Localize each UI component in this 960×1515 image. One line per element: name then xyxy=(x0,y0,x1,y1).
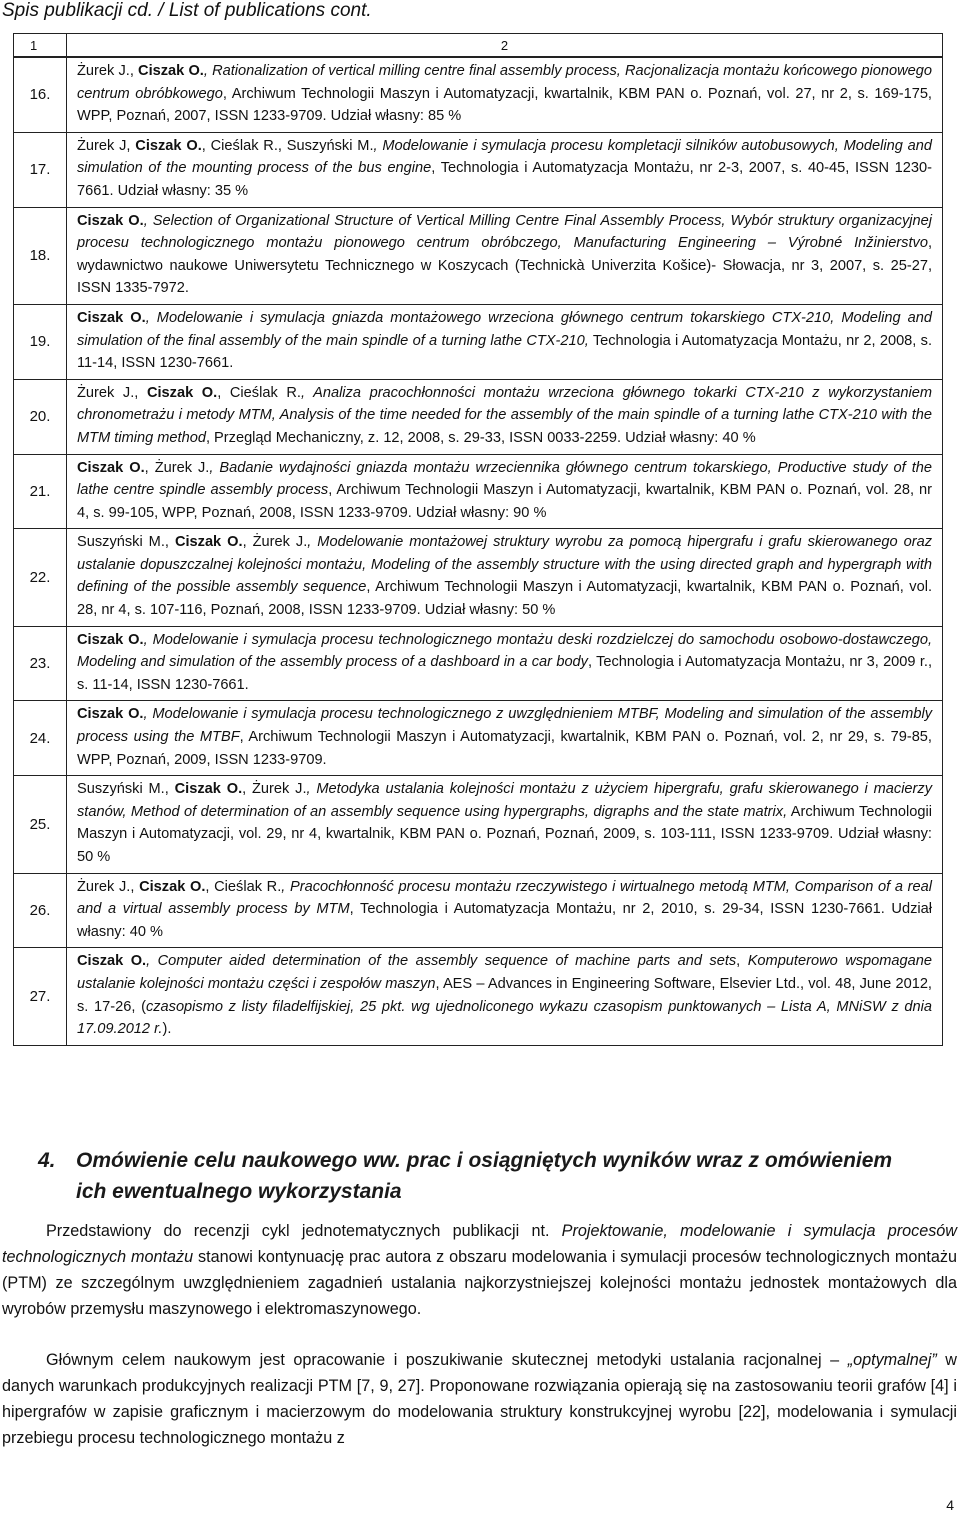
entry-segment: , xyxy=(129,63,139,79)
paragraph-2 xyxy=(2,1348,957,1452)
entry-segment: Ciszak O. xyxy=(135,137,202,154)
publication-entry xyxy=(67,529,943,626)
entry-segment: , Pracochłonność procesu montażu rzeczywistego i wirtualnego metodą MTM, Comparison of a real and a virtual assembly process by MTM xyxy=(77,878,932,918)
publication-entry xyxy=(67,626,943,701)
entry-segment: Suszyński M., xyxy=(77,781,175,798)
publication-number: 18. xyxy=(14,207,67,304)
entry-segment: Ciszak O. xyxy=(174,781,243,798)
table-row xyxy=(14,776,943,873)
entry-segment: , Modelowanie i symulacja procesu technologicznego montażu deski rozdzielczej do samochodu osobowo-dostawczego, Modeling and simulation of the assembly process of a dashboard in a car body xyxy=(77,631,932,671)
table-row xyxy=(14,948,943,1045)
publication-number: 22. xyxy=(14,529,67,626)
entry-segment: ). xyxy=(162,1021,172,1038)
entry-segment: Żurek J., xyxy=(77,384,147,401)
paragraph-segment: w danych warunkach produkcyjnych realizacji PTM [7, 9, 27]. Proponowane rozwiązania opierają się na zastosowaniu teorii grafów [4] i hipergrafów w zapisie graficznym i macierzowym do modelowania struktury konstrukcyjnej wyrobu [22], modelowania i symulacji przebiegu procesu technologicznego montażu z xyxy=(2,1351,958,1447)
entry-segment: Ciszak O. xyxy=(77,953,147,970)
entry-segment: , Badanie wydajności gniazda montażu wrzeciennika głównego centrum tokarskiego, Productive study of the lathe centre spindle assembly process xyxy=(77,459,932,499)
entry-segment: Ciszak O. xyxy=(138,63,204,79)
entry-segment: Żurek J. xyxy=(77,63,130,79)
table-row xyxy=(14,701,943,776)
publication-number: 19. xyxy=(14,304,67,379)
entry-segment: Archiwum Technologii Maszyn i Automatyzacji, vol. 29, nr 4, kwartalnik, KBM PAN o. Poznań, Poznań, 2009, s. 103-111, ISSN 1233-9709. Udział własny: 50 % xyxy=(77,803,932,865)
entry-segment: , Technologia i Automatyzacja Montażu, nr 2-3, 2007, s. 40-45, ISSN 1230-7661. Udział własny: 35 % xyxy=(77,160,933,199)
publication-entry xyxy=(67,57,943,132)
entry-segment: , Metodyka ustalania kolejności montażu z użyciem hipergrafu, grafu skierowanego i macierzy stanów, Method of determination of an assembly sequence using hypergraphs, digraphs and the state matrix, xyxy=(77,781,933,820)
publication-entry xyxy=(67,207,943,304)
entry-segment: Technologia i Automatyzacja Montażu, nr 2, 2008, s. 11-14, ISSN 1230-7661. xyxy=(77,332,933,372)
page-number: 4 xyxy=(946,1497,954,1513)
publication-number: 26. xyxy=(14,873,67,948)
table-row xyxy=(14,207,943,304)
entry-segment: czasopismo z listy filadelfijskiej, 25 pkt. wg ujednoliconego wykazu czasopism punktowanych – Lista A, MNiSW z dnia 17.09.2012 r. xyxy=(77,998,933,1038)
paragraph-segment: stanowi kontynuację prac autora z obszaru modelowania i symulacji procesów technologicznych montażu (PTM) ze szczególnym uwzględnieniem zagadnień ustalania najkorzystniejszej kolejności montażu jednostek montażowych dla wyrobów przemysłu maszynowego i elektromaszynowego. xyxy=(2,1247,958,1318)
entry-segment: , Cieślak R. xyxy=(205,878,282,895)
entry-segment: , Żurek J. xyxy=(242,534,308,551)
entry-segment: , Selection of Organizational Structure of Vertical Milling Centre Final Assembly Process, Wybór struktury organizacyjnej procesu technologicznego montażu pionowego centrum obróbczego, Manufacturing Engineering – Výrobné Inžinierstvo xyxy=(77,212,932,252)
entry-segment: , Modelowanie montażowej struktury wyrobu za pomocą hipergrafu i grafu skierowanego oraz ustalanie dopuszczalnej kolejności montażu, Modeling of the assembly structure with the using directed graph and hypergraph with defining of the possible assembly sequence xyxy=(77,534,933,596)
section-title-line2: ich ewentualnego wykorzystania xyxy=(76,1180,402,1203)
entry-segment: , Modelowanie i symulacja procesu kompletacji silników autobusowych, Modeling and simulation of the mounting process of the bus engine xyxy=(77,137,932,177)
section-number: 4. xyxy=(38,1149,56,1172)
entry-segment: , Modelowanie i symulacja procesu technologicznego z uwzględnieniem MTBF, Modeling and simulation of the assembly process using the MTBF xyxy=(77,706,932,746)
entry-segment: , Cieślak R., Suszyński M. xyxy=(201,137,374,154)
publication-number: 17. xyxy=(14,132,67,207)
publication-number: 24. xyxy=(14,701,67,776)
entry-segment: , Archiwum Technologii Maszyn i Automatyzacji, kwartalnik, KBM PAN o. Poznań, vol. 28, nr 4, s. 107-116, Poznań, 2008, ISSN 1233-9709. Udział własny: 50 % xyxy=(77,579,932,619)
entry-segment: , wydawnictwo naukowe Uniwersytetu Technicznego w Koszycach (Technickà Univerzita Košice)- Słowacja, nr 3, 2007, s. 25-27, ISSN 1335-7972. xyxy=(77,235,932,297)
publication-entry xyxy=(67,776,943,873)
entry-segment: , Żurek J. xyxy=(144,459,210,476)
entry-segment: , Rationalization of vertical milling centre final assembly process, Racjonalizacja montażu końcowego pionowego centrum obróbkowego xyxy=(77,63,932,102)
table-row xyxy=(14,873,943,948)
entry-segment: Ciszak O. xyxy=(146,384,218,401)
page-header: Spis publikacji cd. / List of publications cont. xyxy=(2,0,372,21)
section-title-line1: Omówienie celu naukowego ww. prac i osiągniętych wyników wraz z omówieniem xyxy=(76,1149,893,1172)
publication-number: 25. xyxy=(14,776,67,873)
entry-segment: Ciszak O. xyxy=(77,212,144,229)
column-header-number: 1 xyxy=(14,34,67,58)
publications-body xyxy=(14,57,943,1045)
publications-table xyxy=(13,33,943,1046)
entry-segment: , Modelowanie i symulacja gniazda montażowego wrzeciona głównego centrum tokarskiego CTX-210, Modeling and simulation of the final assembly of the main spindle of a turning lathe CTX-210, xyxy=(77,309,932,349)
entry-segment: , Computer aided determination of the assembly sequence of machine parts and sets xyxy=(146,953,737,970)
publication-number: 23. xyxy=(14,626,67,701)
entry-segment: , Archiwum Technologii Maszyn i Automatyzacji, kwartalnik, KBM PAN o. Poznań, vol. 2, nr 29, s. 79-85, WPP, Poznań, 2009, ISSN 1233-9709. xyxy=(77,729,932,768)
table-row xyxy=(14,529,943,626)
entry-segment: , Archiwum Technologii Maszyn i Automatyzacji, kwartalnik, KBM PAN o. Poznań, vol. 28, nr 4, s. 99-105, WPP, Poznań, 2008, ISSN 1233-9709. Udział własny: 90 % xyxy=(77,482,932,521)
table-row xyxy=(14,379,943,454)
publication-entry xyxy=(67,948,943,1045)
paragraph-1 xyxy=(2,1219,957,1323)
entry-segment: Żurek J., xyxy=(77,878,140,895)
table-row xyxy=(14,304,943,379)
entry-segment: Ciszak O. xyxy=(174,534,243,551)
entry-segment: , Technologia i Automatyzacja Montażu, nr 2, 2010, s. 29-34, ISSN 1230-7661. Udział własny: 40 % xyxy=(77,901,932,940)
column-header-entry: 2 xyxy=(67,34,943,58)
paragraph-segment: Projektowanie, modelowanie i symulacja procesów technologicznych montażu xyxy=(2,1222,957,1266)
entry-segment: , Technologia i Automatyzacja Montażu, nr 3, 2009 r., s. 11-14, ISSN 1230-7661. xyxy=(77,654,932,693)
entry-segment: Żurek J, xyxy=(77,137,136,154)
entry-segment: , Przegląd Mechaniczny, z. 12, 2008, s. 29-33, ISSN 0033-2259. Udział własny: 40 % xyxy=(205,429,756,446)
entry-segment: Ciszak O. xyxy=(77,706,144,723)
publication-entry xyxy=(67,132,943,207)
entry-segment: Suszyński M., xyxy=(77,534,175,551)
entry-segment: , Analiza pracochłonności montażu wrzeciona głównego tokarki CTX-210 z wykorzystaniem chronometrażu i metody MTM, Analysis of the time needed for the assembly of the main spindle of a turning lathe CTX-210 with the MTM timing method xyxy=(77,384,933,446)
publication-entry xyxy=(67,701,943,776)
publication-number: 21. xyxy=(14,454,67,529)
entry-segment: Ciszak O. xyxy=(77,631,144,648)
table-row xyxy=(14,454,943,529)
entry-segment: , Cieślak R. xyxy=(217,384,301,401)
entry-segment: , AES – Advances in Engineering Software, Elsevier Ltd., vol. 48, June 2012, s. 17-26, ( xyxy=(77,975,932,1015)
table-row xyxy=(14,132,943,207)
publication-entry xyxy=(67,304,943,379)
entry-segment: , xyxy=(736,953,748,970)
entry-segment: Komputerowo wspomagane ustalanie kolejności montażu części i zespołów maszyn xyxy=(77,953,932,992)
paragraph-segment: Głównym celem naukowym jest opracowanie i poszukiwanie skutecznej metodyki ustalania racjonalnej – xyxy=(46,1351,848,1369)
publication-number: 20. xyxy=(14,379,67,454)
publication-number: 16. xyxy=(14,57,67,132)
paragraph-segment: Przedstawiony do recenzji cykl jednotematycznych publikacji nt. xyxy=(46,1222,562,1240)
publication-entry xyxy=(67,454,943,529)
entry-segment: Ciszak O. xyxy=(77,309,146,326)
entry-segment: , Archiwum Technologii Maszyn i Automatyzacji, kwartalnik, KBM PAN o. Poznań, vol. 27, nr 2, s. 169-175, WPP, Poznań, 2007, ISSN 1233-9709. Udział własny: 85 % xyxy=(77,85,932,125)
publication-entry xyxy=(67,873,943,948)
entry-segment: Ciszak O. xyxy=(77,459,145,476)
entry-segment: , Żurek J. xyxy=(242,781,307,798)
table-row xyxy=(14,57,943,132)
publication-number: 27. xyxy=(14,948,67,1045)
publication-entry xyxy=(67,379,943,454)
table-row xyxy=(14,626,943,701)
table-header-row xyxy=(14,34,943,58)
entry-segment: Ciszak O. xyxy=(139,878,206,895)
section-heading xyxy=(38,1145,938,1207)
paragraph-segment: „optymalnej” xyxy=(847,1351,937,1369)
